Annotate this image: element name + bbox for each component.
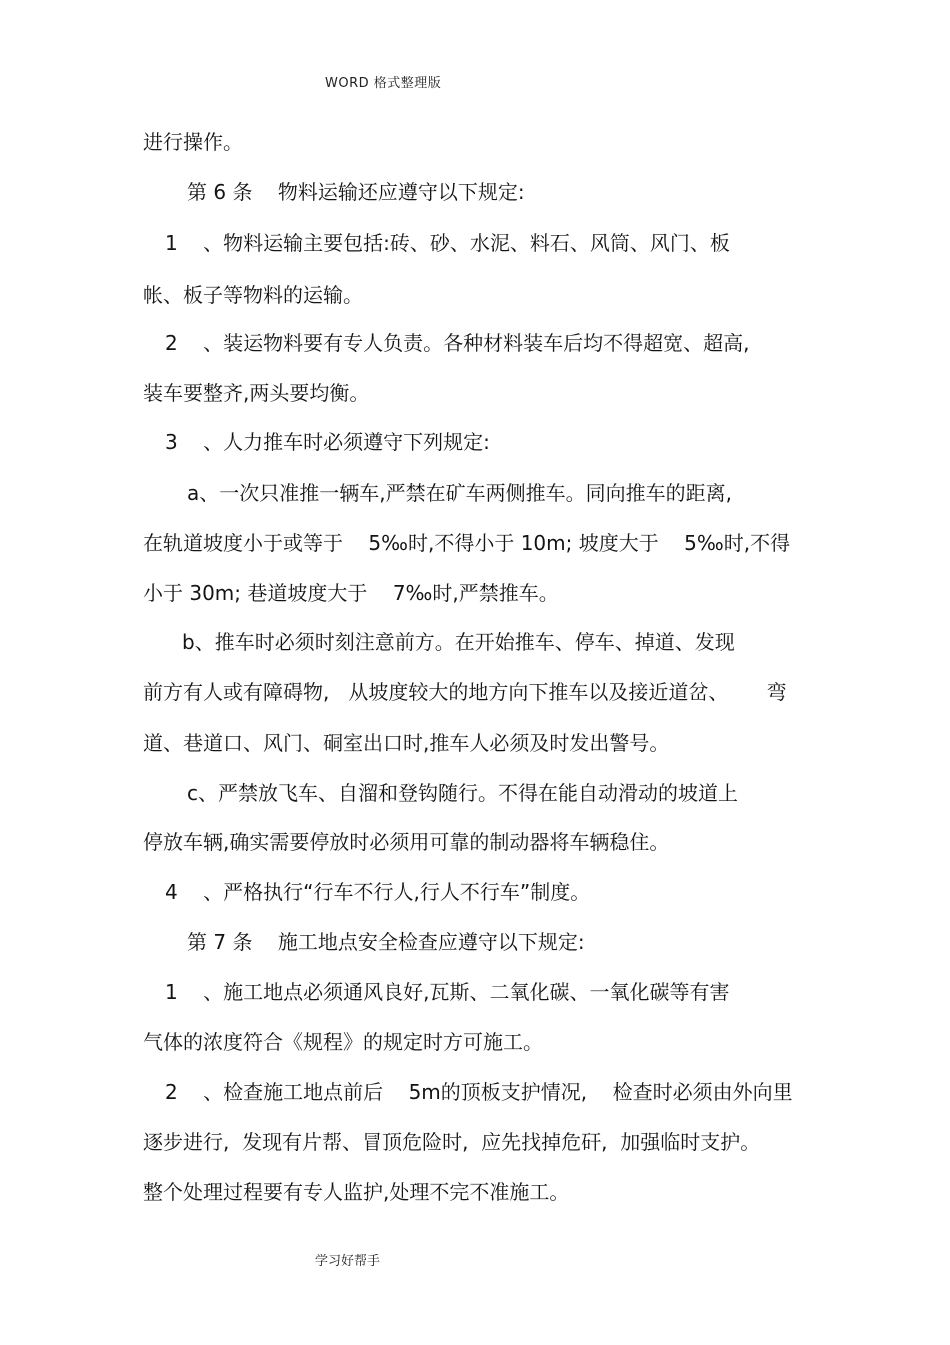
text-line: 1 、施工地点必须通风良好,瓦斯、二氧化碳、一氧化碳等有害 [165,980,730,1004]
text-line: c、严禁放飞车、自溜和登钩随行。不得在能自动滑动的坡道上 [187,781,738,805]
text-line: 2 、装运物料要有专人负责。各种材料装车后均不得超宽、超高, [165,331,750,355]
article-heading: 第 6 条 物料运输还应遵守以下规定: [187,180,525,204]
text-line: 小于 30m; 巷道坡度大于 7‰时,严禁推车。 [143,581,559,605]
text-line: 停放车辆,确实需要停放时必须用可靠的制动器将车辆稳住。 [143,830,670,854]
text-line: 1 、物料运输主要包括:砖、砂、水泥、料石、风筒、风门、板 [165,231,730,255]
text-line: 4 、严格执行“行车不行人,行人不行车”制度。 [165,880,591,904]
text-line: 气体的浓度符合《规程》的规定时方可施工。 [143,1030,543,1054]
text-line: 帐、板子等物料的运输。 [143,283,363,307]
text-line: 3 、人力推车时必须遵守下列规定: [165,430,490,454]
text-line: 前方有人或有障碍物, 从坡度较大的地方向下推车以及接近道岔、 弯 [143,680,787,704]
text-line: 装车要整齐,两头要均衡。 [143,381,370,405]
page-footer: 学习好帮手 [315,1254,381,1269]
text-line: 在轨道坡度小于或等于 5‰时,不得小于 10m; 坡度大于 5‰时,不得 [143,531,791,555]
article-heading: 第 7 条 施工地点安全检查应遵守以下规定: [187,930,585,954]
text-line: 整个处理过程要有专人监护,处理不完不准施工。 [143,1180,570,1204]
text-line: 2 、检查施工地点前后 5m的顶板支护情况, 检查时必须由外向里 [165,1080,793,1104]
text-line: a、一次只准推一辆车,严禁在矿车两侧推车。同向推车的距离, [187,481,732,505]
text-line: 道、巷道口、风门、硐室出口时,推车人必须及时发出警号。 [143,731,670,755]
text-line: 逐步进行, 发现有片帮、冒顶危险时, 应先找掉危矸, 加强临时支护。 [143,1130,761,1154]
text-line: b、推车时必须时刻注意前方。在开始推车、停车、掉道、发现 [182,630,735,654]
text-line: 进行操作。 [143,130,243,154]
page-header: WORD 格式整理版 [325,76,442,91]
